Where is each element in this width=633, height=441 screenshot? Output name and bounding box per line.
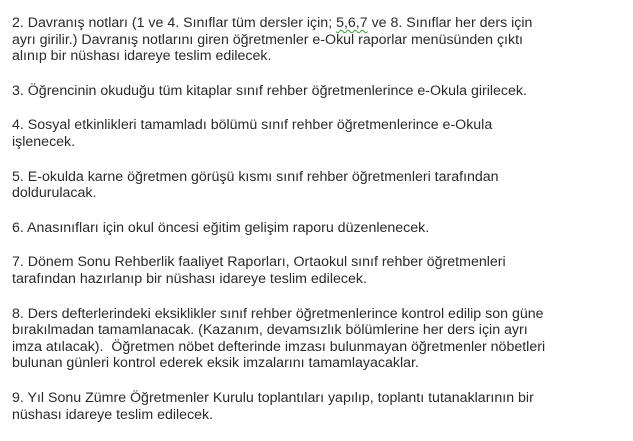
text-line: doldurulacak. xyxy=(12,185,97,202)
text-line: 8. Ders defterlerindeki eksiklikler sınıf rehber öğretmenlerince kontrol edilip son güne xyxy=(12,305,544,322)
text-line: 3. Öğrencinin okuduğu tüm kitaplar sınıf rehber öğretmenlerince e-Okula girilecek. xyxy=(12,82,527,99)
text-line xyxy=(12,15,630,32)
text-line: nüshası idareye teslim edilecek. xyxy=(12,406,214,423)
list-item-9-zumre-toplantisi xyxy=(12,390,630,423)
text-line: 9. Yıl Sonu Zümre Öğretmenler Kurulu toplantıları yapılıp, toplantı tutanaklarının bir xyxy=(12,389,534,406)
text-line: ayrı girilir.) Davranış notlarını giren öğretmenler e-Okul raporlar menüsünden çıktı xyxy=(12,31,523,48)
document-body xyxy=(12,15,630,441)
list-item-8-ders-defterleri xyxy=(12,306,630,372)
list-item-3-kitaplar xyxy=(12,83,630,100)
list-item-4-sosyal-etkinlikler xyxy=(12,117,630,150)
text-line: 7. Dönem Sonu Rehberlik faaliyet Raporları, Ortaokul sınıf rehber öğretmenleri xyxy=(12,254,506,271)
line-text: ve 8. Sınıflar her ders için xyxy=(367,15,533,31)
text-line: alınıp bir nüshası idareye teslim edilecek. xyxy=(12,48,272,65)
text-line: imza atılacak). Öğretmen nöbet defterinde imzası bulunmayan öğretmenler nöbetleri xyxy=(12,338,546,355)
text-line: 4. Sosyal etkinlikleri tamamladı bölümü sınıf rehber öğretmenlerince e-Okula xyxy=(12,117,493,134)
list-item-5-karne-gorusu xyxy=(12,169,630,202)
text-line: 6. Anasınıfları için okul öncesi eğitim gelişim raporu düzenlenecek. xyxy=(12,219,430,236)
text-line: 5. E-okulda karne öğretmen görüşü kısmı sınıf rehber öğretmenleri tarafından xyxy=(12,168,499,185)
text-line: işlenecek. xyxy=(12,133,76,150)
list-item-6-anasinifi-raporu xyxy=(12,220,630,237)
text-line: bırakılmadan tamamlanacak. (Kazanım, devamsızlık bölümlerine her ders için ayrı xyxy=(12,322,528,339)
list-item-2-davranis-notlari xyxy=(12,15,630,65)
list-item-7-rehberlik-raporlari xyxy=(12,254,630,287)
text-line: bulunan günleri kontrol ederek eksik imzalarını tamamlayacaklar. xyxy=(12,355,419,372)
spellcheck-marked-text: 5,6,7 xyxy=(336,15,368,31)
line-text: 2. Davranış notları (1 ve 4. Sınıflar tüm dersler için; xyxy=(12,15,337,31)
text-line: tarafından hazırlanıp bir nüshası idareye teslim edilecek. xyxy=(12,270,367,287)
